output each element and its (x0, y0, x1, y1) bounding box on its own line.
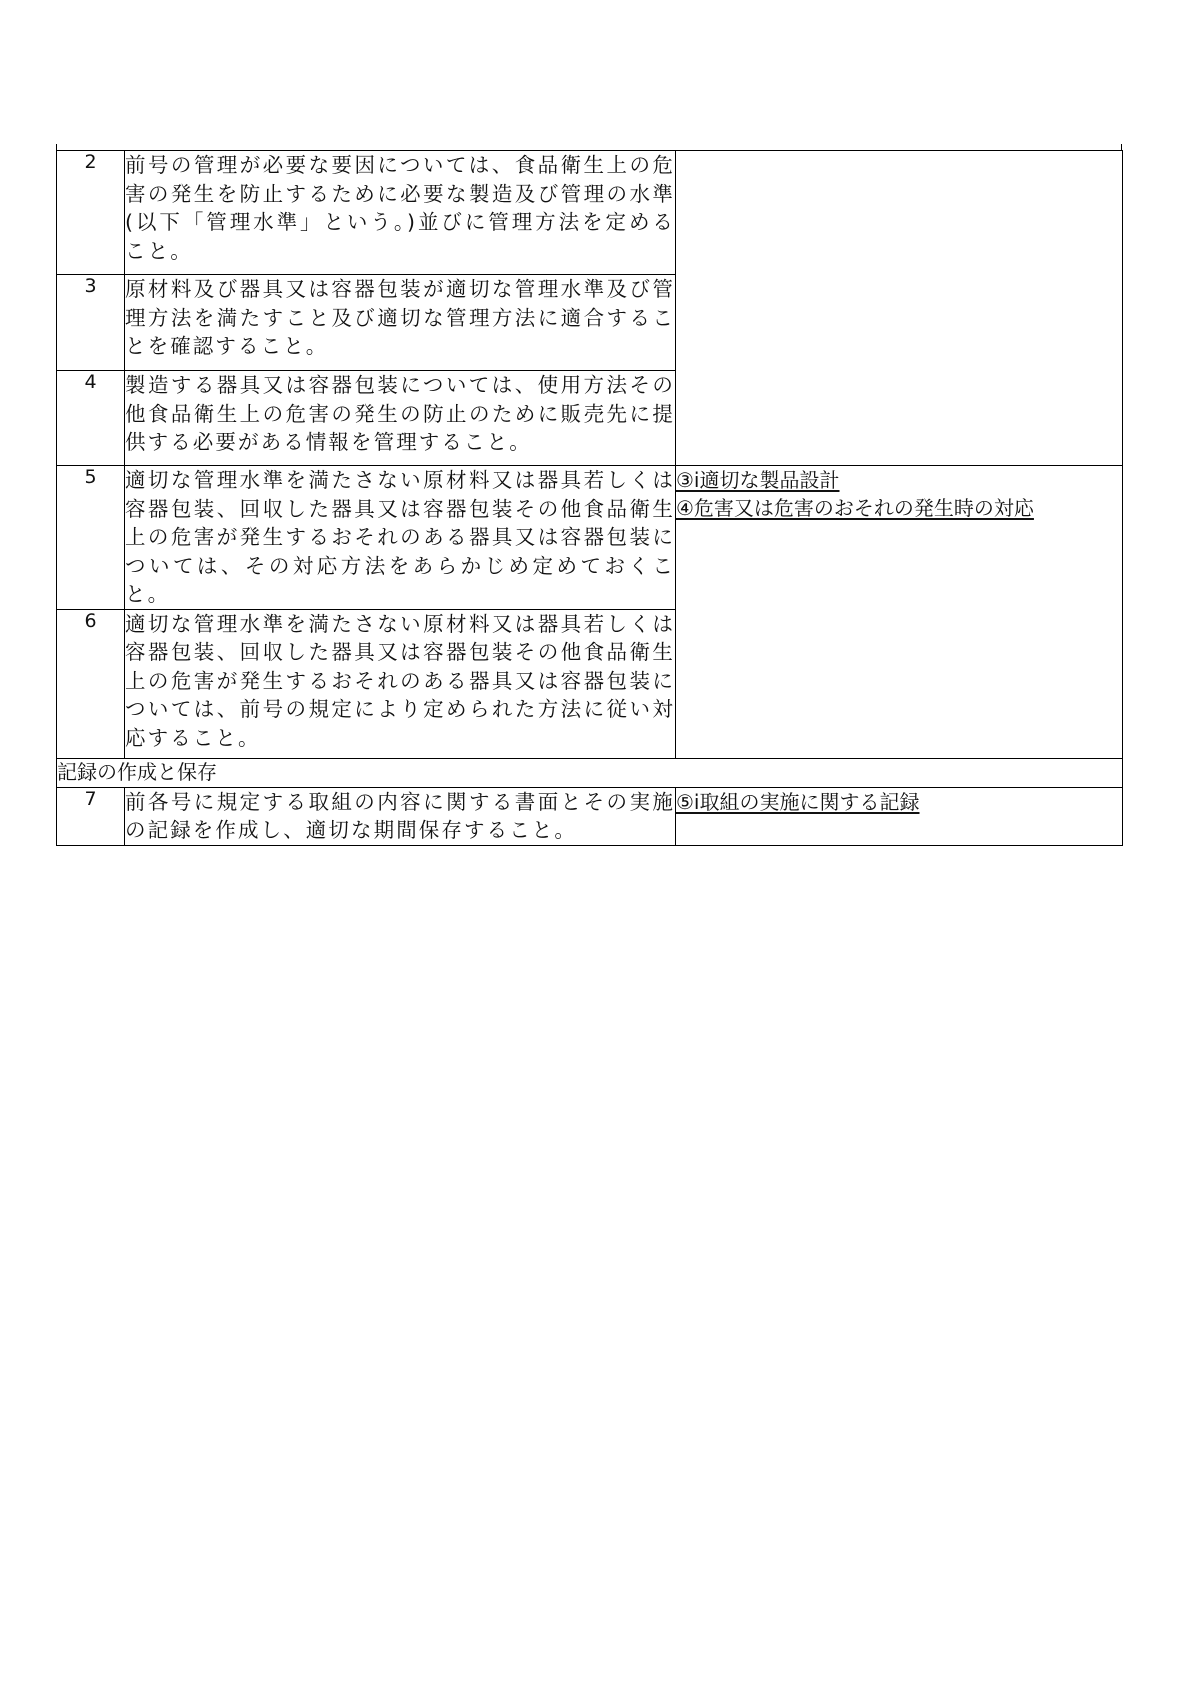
row-text: 適切な管理水準を満たさない原材料又は器具若しくは容器包装、回収した器具又は容器包装その他食品衛生上の危害が発生するおそれのある器具又は容器包装については、前号の規定により定められた方法に従い対応すること。 (125, 609, 676, 758)
note-cell (676, 787, 1123, 845)
section-heading: 記録の作成と保存 (57, 758, 1123, 787)
note-cell (676, 466, 1123, 759)
row-number: 4 (57, 371, 125, 466)
note-link-hazard-response[interactable]: ④危害又は危害のおそれの発生時の対応 (676, 496, 1034, 520)
row-number: 3 (57, 275, 125, 371)
row-number: 5 (57, 466, 125, 610)
row-number: 7 (57, 787, 125, 845)
row-text: 原材料及び器具又は容器包装が適切な管理水準及び管理方法を満たすこと及び適切な管理方法に適合することを確認すること。 (125, 275, 676, 371)
table-row (57, 787, 1123, 845)
row-text: 前号の管理が必要な要因については、食品衛生上の危害の発生を防止するために必要な製造及び管理の水準(以下「管理水準」という。)並びに管理方法を定めること。 (125, 151, 676, 275)
row-number: 6 (57, 609, 125, 758)
row-text: 前各号に規定する取組の内容に関する書面とその実施の記録を作成し、適切な期間保存すること。 (125, 787, 676, 845)
table-row (57, 466, 1123, 610)
note-cell-empty (676, 151, 1123, 466)
section-heading-row (57, 758, 1123, 787)
row-number: 2 (57, 151, 125, 275)
requirements-table (56, 150, 1123, 846)
row-text: 製造する器具又は容器包装については、使用方法その他食品衛生上の危害の発生の防止のために販売先に提供する必要がある情報を管理すること。 (125, 371, 676, 466)
note-link-records[interactable]: ⑤ⅰ取組の実施に関する記録 (676, 789, 920, 814)
table-row (57, 151, 1123, 275)
row-text: 適切な管理水準を満たさない原材料又は器具若しくは容器包装、回収した器具又は容器包装その他食品衛生上の危害が発生するおそれのある器具又は容器包装については、その対応方法をあらかじめ定めておくこと。 (125, 466, 676, 610)
note-link-product-design[interactable]: ③ⅰ適切な製品設計 (676, 468, 840, 492)
